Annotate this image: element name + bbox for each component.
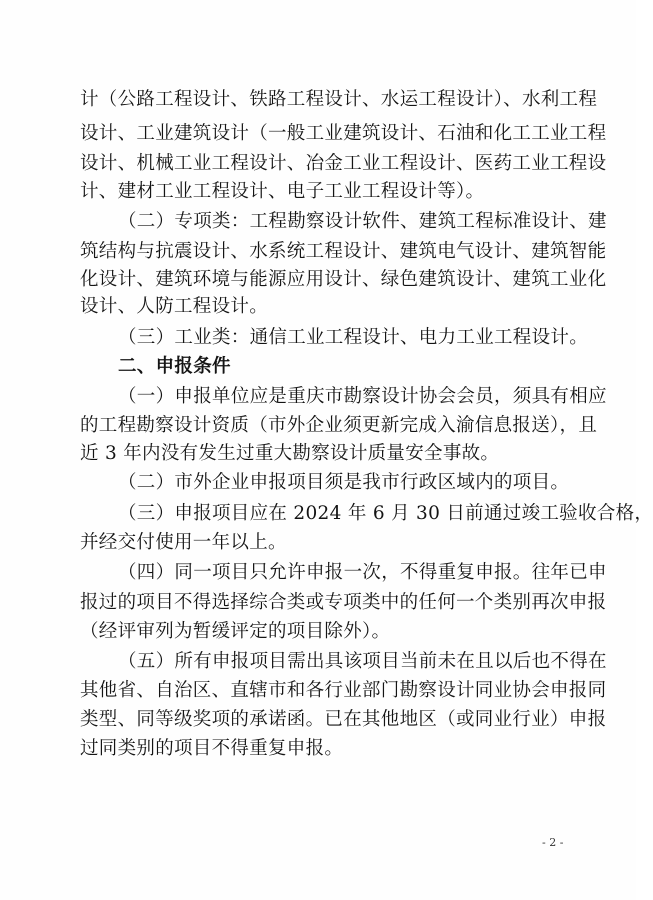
body-line: 报过的项目不得选择综合类或专项类中的任何一个类别再次申报 xyxy=(80,592,607,613)
body-line: 设计、工业建筑设计（一般工业建筑设计、石油和化工工业工程 xyxy=(80,123,607,144)
paragraph-first-line: （一）申报单位应是重庆市勘察设计协会会员，须具有相应 xyxy=(118,386,607,407)
paragraph-first-line: （三）申报项目应在 2024 年 6 月 30 日前通过竣工验收合格， xyxy=(118,503,653,524)
body-line: 其他省、自治区、直辖市和各行业部门勘察设计同业协会申报同 xyxy=(80,680,607,701)
body-line: 过同类别的项目不得重复申报。 xyxy=(80,738,344,759)
body-line: （经评审列为暂缓评定的项目除外）。 xyxy=(80,621,391,642)
body-line: 类型、同等级奖项的承诺函。已在其他地区（或同业行业）申报 xyxy=(80,709,607,730)
paragraph-first-line: （四）同一项目只允许申报一次，不得重复申报。往年已申 xyxy=(118,562,607,583)
body-line: 化设计、建筑环境与能源应用设计、绿色建筑设计、建筑工业化 xyxy=(80,269,607,290)
body-line: 近 3 年内没有发生过重大勘察设计质量安全事故。 xyxy=(80,443,500,464)
paragraph-first-line: （五）所有申报项目需出具该项目当前未在且以后也不得在 xyxy=(118,651,607,672)
body-line: 的工程勘察设计资质（市外企业须更新完成入渝信息报送），且 xyxy=(80,415,598,436)
page-number: - 2 - xyxy=(542,836,564,849)
body-line: 并经交付使用一年以上。 xyxy=(80,532,287,553)
paragraph-first-line: （二）市外企业申报项目须是我市行政区域内的项目。 xyxy=(118,472,570,493)
body-line: 计（公路工程设计、铁路工程设计、水运工程设计）、水利工程 xyxy=(80,89,598,110)
paragraph-first-line: （二）专项类：工程勘察设计软件、建筑工程标准设计、建 xyxy=(118,211,607,232)
body-line: 设计、机械工业工程设计、冶金工业工程设计、医药工业工程设 xyxy=(80,153,607,174)
body-line: 筑结构与抗震设计、水系统工程设计、建筑电气设计、建筑智能 xyxy=(80,241,607,262)
body-line: 计、建材工业工程设计、电子工业工程设计等）。 xyxy=(80,181,485,202)
section-heading: 二、申报条件 xyxy=(118,356,231,377)
body-line: 设计、人防工程设计。 xyxy=(80,296,269,317)
paragraph-first-line: （三）工业类：通信工业工程设计、电力工业工程设计。 xyxy=(118,327,589,348)
